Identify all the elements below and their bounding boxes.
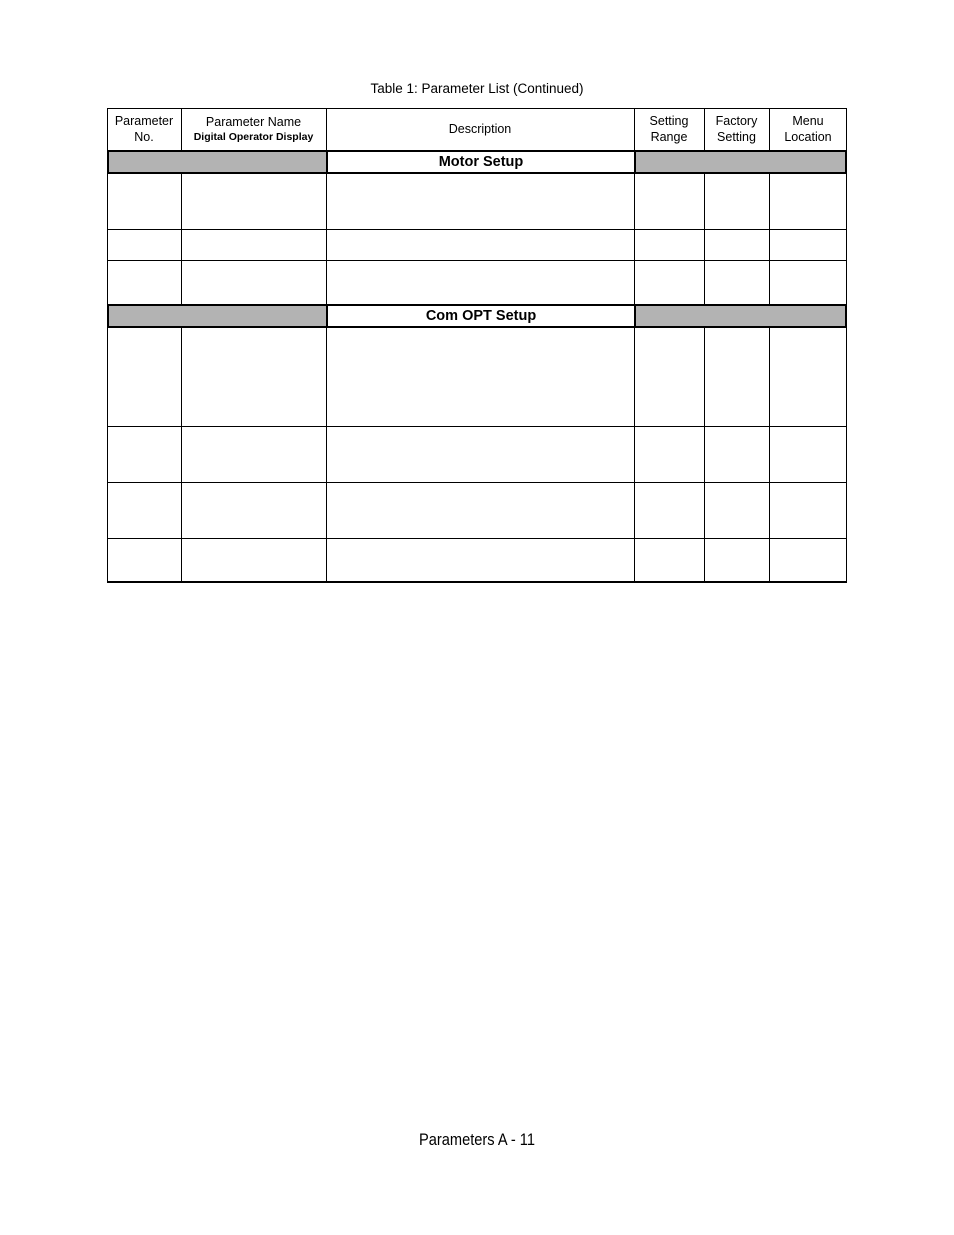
col-divider: [326, 174, 327, 304]
col-header-parameter-name-line2: Digital Operator Display: [193, 131, 314, 143]
col-divider: [326, 328, 327, 582]
section-title-com-opt-setup: [326, 304, 636, 328]
col-header-description-label: Description: [448, 122, 512, 136]
section-title-text: Motor Setup: [438, 154, 524, 170]
section-bar-left: [107, 304, 328, 328]
table-top-border: [107, 108, 847, 109]
col-divider: [634, 108, 635, 150]
col-divider: [704, 108, 705, 150]
col-header-parameter-no-line1: Parameter: [114, 114, 174, 128]
table-row: [107, 229, 847, 230]
table-row: [107, 260, 847, 261]
table-row: [107, 538, 847, 539]
col-divider: [181, 108, 182, 150]
col-header-parameter-no: [107, 108, 181, 150]
col-header-parameter-no-line2: No.: [134, 130, 154, 144]
col-divider: [769, 328, 770, 582]
col-header-setting-range: [634, 108, 704, 150]
section-title-text: Com OPT Setup: [425, 308, 537, 324]
col-header-factory-setting-line2: Setting: [717, 130, 756, 144]
col-header-description: [326, 108, 634, 150]
table-caption: Table 1: Parameter List (Continued): [370, 81, 584, 96]
col-header-menu-location: [769, 108, 847, 150]
col-header-parameter-name: [181, 108, 326, 150]
col-divider: [704, 174, 705, 304]
col-divider: [769, 174, 770, 304]
col-header-menu-location-line2: Location: [784, 130, 832, 144]
section-bar-right: [634, 150, 847, 174]
table-row: [107, 482, 847, 483]
col-divider: [704, 328, 705, 582]
parameter-table: [107, 108, 847, 583]
page-footer: Parameters A - 11: [419, 1130, 535, 1149]
col-header-parameter-name-line1: Parameter Name: [205, 115, 302, 129]
table-row: [107, 426, 847, 427]
col-header-setting-range-line2: Range: [650, 130, 688, 144]
col-divider: [769, 108, 770, 150]
section-title-motor-setup: [326, 150, 636, 174]
col-header-factory-setting: [704, 108, 769, 150]
col-header-setting-range-line1: Setting: [649, 114, 689, 128]
section-bar-right: [634, 304, 847, 328]
col-divider: [634, 328, 635, 582]
col-header-menu-location-line1: Menu: [792, 114, 824, 128]
col-divider: [326, 108, 327, 150]
col-divider: [181, 328, 182, 582]
table-bottom-border: [107, 581, 847, 583]
col-divider: [634, 174, 635, 304]
col-divider: [181, 174, 182, 304]
col-divider: [107, 108, 108, 583]
section-bar-left: [107, 150, 328, 174]
col-divider: [846, 108, 847, 583]
col-header-factory-setting-line1: Factory: [715, 114, 758, 128]
